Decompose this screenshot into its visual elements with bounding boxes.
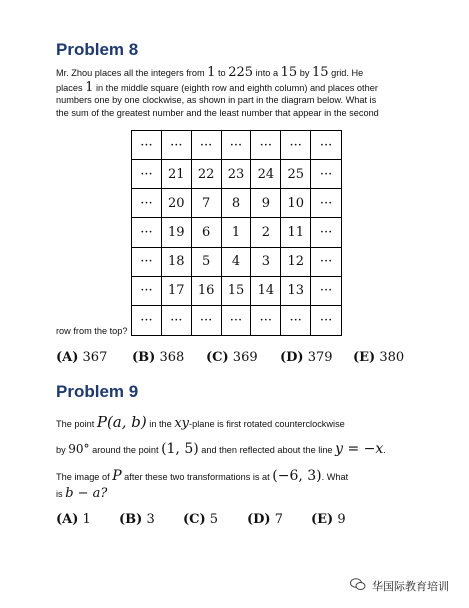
- grid-cell: ···: [222, 131, 252, 160]
- problem-8-heading: Problem 8: [56, 40, 139, 59]
- choice-e: [311, 512, 346, 527]
- choice-value: 369: [232, 350, 258, 365]
- problem-8-choices: [56, 350, 456, 368]
- math-expression: xy: [174, 416, 190, 431]
- choice-value: 9: [337, 512, 346, 527]
- grid-cell: 1: [222, 218, 252, 247]
- text-span: The image of: [56, 472, 113, 482]
- grid-cell: ···: [251, 306, 281, 335]
- choice-d: [280, 350, 333, 365]
- grid-cell: 24: [251, 160, 281, 189]
- text-span: into a: [253, 68, 281, 78]
- problem-9-heading: Problem 9: [56, 382, 139, 401]
- grid-cell: ···: [132, 218, 162, 247]
- grid-cell: 6: [192, 218, 222, 247]
- choice-value: 380: [379, 350, 405, 365]
- grid-cell: 9: [251, 189, 281, 218]
- grid-cell: 15: [222, 277, 252, 306]
- choice-c: [183, 512, 218, 527]
- grid-cell: 25: [281, 160, 311, 189]
- choice-a: [56, 350, 107, 365]
- grid-cell: ···: [192, 131, 222, 160]
- choice-value: 3: [146, 512, 155, 527]
- math-number: 1: [207, 65, 216, 80]
- choice-letter: (A): [56, 512, 79, 527]
- choice-value: 367: [82, 350, 108, 365]
- text-span: Mr. Zhou places all the integers from: [56, 68, 208, 78]
- grid-cell: 17: [162, 277, 192, 306]
- text-span: The point: [56, 419, 97, 429]
- grid-cell: ···: [311, 218, 341, 247]
- math-expression: P(a, b): [96, 413, 147, 431]
- grid-cell: ···: [319, 312, 333, 328]
- text-span: places: [56, 83, 86, 93]
- text-span: to: [215, 68, 229, 78]
- wechat-icon: [350, 578, 366, 594]
- grid-cell: ···: [281, 306, 311, 335]
- grid-cell: 3: [251, 248, 281, 277]
- choice-value: 7: [274, 512, 283, 527]
- problem-8-line-3: numbers one by one clockwise, as shown in part in the diagram below. What is: [56, 95, 377, 105]
- text-span: . What: [321, 472, 349, 482]
- choice-value: 379: [307, 350, 333, 365]
- choice-letter: (E): [353, 350, 376, 365]
- grid-cell: ···: [311, 248, 341, 277]
- math-expression: b − a?: [65, 486, 108, 501]
- grid-cell: ···: [311, 131, 341, 160]
- grid-cell: ···: [132, 160, 162, 189]
- choice-letter: (D): [247, 512, 271, 527]
- grid-cell: ···: [251, 131, 281, 160]
- problem-8-line-4: the sum of the greatest number and the least number that appear in the second: [56, 108, 379, 118]
- watermark: [350, 578, 449, 594]
- problem-9-line-3: [56, 470, 348, 485]
- choice-letter: (A): [56, 350, 79, 365]
- problem-8-line-5: row from the top?: [56, 326, 128, 336]
- grid-cell: ···: [132, 306, 162, 335]
- grid-cell: ···: [132, 189, 162, 218]
- text-span: by: [56, 445, 69, 455]
- grid-cell: ···: [132, 131, 162, 160]
- grid-cell: 2: [251, 218, 281, 247]
- choice-value: 1: [82, 512, 91, 527]
- spiral-number-grid: [131, 130, 342, 336]
- choice-letter: (D): [280, 350, 304, 365]
- grid-cell: 16: [192, 277, 222, 306]
- grid-cell: 18: [162, 248, 192, 277]
- grid-cell: ···: [192, 306, 222, 335]
- text-span: -plane is first rotated counterclockwise: [189, 419, 345, 429]
- grid-cell: ···: [132, 248, 162, 277]
- text-span: by: [297, 68, 312, 78]
- math-expression: 90°: [68, 442, 90, 456]
- grid-cell: ···: [311, 277, 341, 306]
- grid-cell: 12: [281, 248, 311, 277]
- math-expression: y = −x: [335, 441, 384, 457]
- grid-cell: 5: [192, 248, 222, 277]
- choice-d: [247, 512, 283, 527]
- problem-9-line-4: [56, 487, 107, 502]
- math-expression: P: [112, 468, 122, 484]
- choice-b: [132, 350, 184, 365]
- choice-letter: (B): [119, 512, 143, 527]
- grid-cell: ···: [222, 306, 252, 335]
- choice-c: [206, 350, 258, 365]
- grid-cell: 7: [192, 189, 222, 218]
- choice-value: 5: [209, 512, 219, 527]
- grid-cell: 14: [251, 277, 281, 306]
- watermark-text: 华国际教育培训: [372, 580, 449, 593]
- choice-value: 368: [159, 350, 185, 365]
- text-span: grid. He: [328, 68, 364, 78]
- math-number: 1: [85, 80, 94, 95]
- grid-cell: 11: [281, 218, 311, 247]
- grid-cell: ···: [281, 131, 311, 160]
- text-span: in the: [146, 419, 175, 429]
- text-span: and then reflected about the line: [198, 445, 336, 455]
- text-span: is: [56, 489, 66, 499]
- math-number: 15: [280, 65, 298, 80]
- choice-a: [56, 512, 91, 527]
- grid-cell: ···: [311, 160, 341, 189]
- grid-cell: ···: [311, 189, 341, 218]
- grid-cell: 8: [222, 189, 252, 218]
- problem-9-line-2: [56, 443, 386, 458]
- grid-cell: ···: [132, 277, 162, 306]
- grid-cell: 19: [162, 218, 192, 247]
- choice-letter: (E): [311, 512, 334, 527]
- math-number: 225: [228, 65, 254, 80]
- grid-cell: 4: [222, 248, 252, 277]
- choice-letter: (B): [132, 350, 156, 365]
- choice-e: [353, 350, 404, 365]
- grid-cell: 20: [162, 189, 192, 218]
- text-span: in the middle square (eighth row and eighth column) and places other: [93, 83, 378, 93]
- choice-b: [119, 512, 155, 527]
- grid-cell: 21: [162, 160, 192, 189]
- grid-cell: ···: [162, 131, 192, 160]
- math-expression: (−6, 3): [272, 468, 322, 484]
- text-span: after these two transformations is at: [121, 472, 273, 482]
- choice-letter: (C): [206, 350, 229, 365]
- grid-cell: 23: [222, 160, 252, 189]
- text-span: .: [383, 445, 386, 455]
- choice-letter: (C): [183, 512, 206, 527]
- problem-9-line-1: [56, 413, 345, 432]
- problem-9-choices: [56, 512, 416, 530]
- math-expression: (1, 5): [161, 441, 199, 457]
- grid-cell: 22: [192, 160, 222, 189]
- problem-8-line-1: [56, 66, 363, 81]
- math-number: 15: [312, 65, 329, 80]
- grid-cell: 10: [281, 189, 311, 218]
- text-span: around the point: [89, 445, 162, 455]
- grid-cell: ···: [162, 306, 192, 335]
- grid-cell: 13: [281, 277, 311, 306]
